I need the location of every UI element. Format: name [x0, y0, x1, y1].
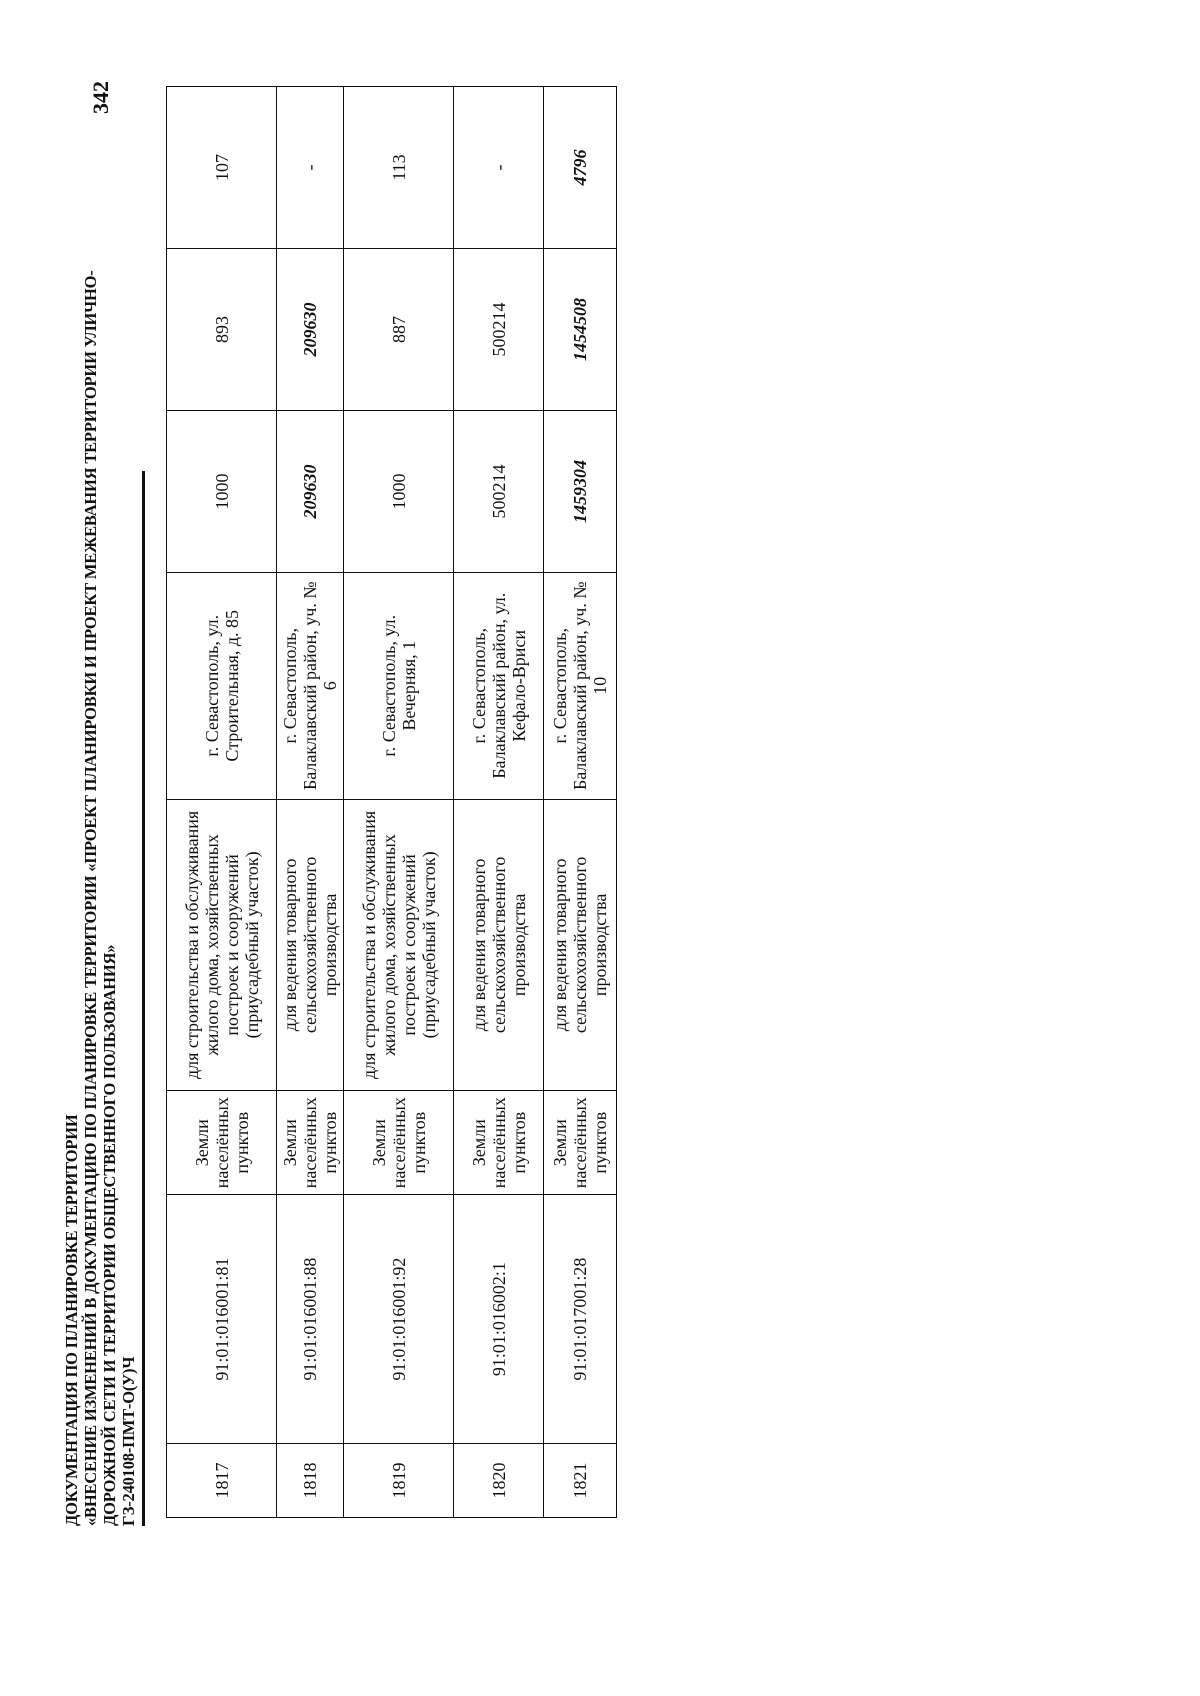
- header-line-4: ГЗ-240108-ПМТ-О(У)Ч: [119, 1356, 138, 1526]
- row-number: 1820: [454, 1443, 544, 1517]
- land-category: Земли населённых пунктов: [167, 1091, 277, 1195]
- address: г. Севастополь, Балаклавский район, уч. № 10: [544, 572, 617, 799]
- area-part-b: 4796: [544, 87, 617, 249]
- area-part-a: 209630: [277, 249, 344, 411]
- row-number: 1817: [167, 1443, 277, 1517]
- land-category: Земли населённых пунктов: [344, 1091, 454, 1195]
- land-plots-table: [166, 86, 617, 1518]
- table-row: [544, 87, 617, 1518]
- area-total: 1000: [167, 410, 277, 572]
- cadastral-number: 91:01:016002:1: [454, 1195, 544, 1444]
- document-header: [62, 146, 138, 1526]
- address: г. Севастополь, Балаклавский район, ул. Кефало-Вриси: [454, 572, 544, 799]
- area-total: 209630: [277, 410, 344, 572]
- permitted-use: для строительства и обслуживания жилого дома, хозяйственных построек и сооружений (приусадебный участок): [167, 799, 277, 1091]
- permitted-use: для ведения товарного сельскохозяйственного производства: [454, 799, 544, 1091]
- address: г. Севастополь, Балаклавский район, уч. № 6: [277, 572, 344, 799]
- header-line-2: «ВНЕСЕНИЕ ИЗМЕНЕНИЙ В ДОКУМЕНТАЦИЮ ПО ПЛАНИРОВКЕ ТЕРРИТОРИИ «ПРОЕКТ ПЛАНИРОВКИ И ПРОЕКТ МЕЖЕВАНИЯ ТЕРРИТОРИИ УЛИЧНО-: [81, 270, 100, 1526]
- page-number: 342: [88, 81, 113, 114]
- area-total: 500214: [454, 410, 544, 572]
- permitted-use: для строительства и обслуживания жилого дома, хозяйственных построек и сооружений (приусадебный участок): [344, 799, 454, 1091]
- area-part-a: 1454508: [544, 249, 617, 411]
- area-part-a: 893: [167, 249, 277, 411]
- area-part-a: 887: [344, 249, 454, 411]
- area-total: 1000: [344, 410, 454, 572]
- row-number: 1819: [344, 1443, 454, 1517]
- address: г. Севастополь, ул. Строительная, д. 85: [167, 572, 277, 799]
- permitted-use: для ведения товарного сельскохозяйственного производства: [277, 799, 344, 1091]
- table-row: [167, 87, 277, 1518]
- row-number: 1818: [277, 1443, 344, 1517]
- area-part-b: 113: [344, 87, 454, 249]
- table-row: [454, 87, 544, 1518]
- header-divider: [142, 471, 145, 1526]
- area-total: 1459304: [544, 410, 617, 572]
- row-number: 1821: [544, 1443, 617, 1517]
- table-row: [277, 87, 344, 1518]
- permitted-use: для ведения товарного сельскохозяйственного производства: [544, 799, 617, 1091]
- cadastral-number: 91:01:016001:92: [344, 1195, 454, 1444]
- cadastral-number: 91:01:017001:28: [544, 1195, 617, 1444]
- area-part-b: 107: [167, 87, 277, 249]
- address: г. Севастополь, ул. Вечерняя, 1: [344, 572, 454, 799]
- cadastral-number: 91:01:016001:81: [167, 1195, 277, 1444]
- area-part-a: 500214: [454, 249, 544, 411]
- land-category: Земли населённых пунктов: [454, 1091, 544, 1195]
- header-line-1: ДОКУМЕНТАЦИЯ ПО ПЛАНИРОВКЕ ТЕРРИТОРИИ: [62, 1114, 81, 1526]
- header-line-3: ДОРОЖНОЙ СЕТИ И ТЕРРИТОРИИ ОБЩЕСТВЕННОГО ПОЛЬЗОВАНИЯ»: [100, 944, 119, 1526]
- area-part-b: -: [277, 87, 344, 249]
- area-part-b: -: [454, 87, 544, 249]
- cadastral-number: 91:01:016001:88: [277, 1195, 344, 1444]
- land-category: Земли населённых пунктов: [277, 1091, 344, 1195]
- table-row: [344, 87, 454, 1518]
- land-category: Земли населённых пунктов: [544, 1091, 617, 1195]
